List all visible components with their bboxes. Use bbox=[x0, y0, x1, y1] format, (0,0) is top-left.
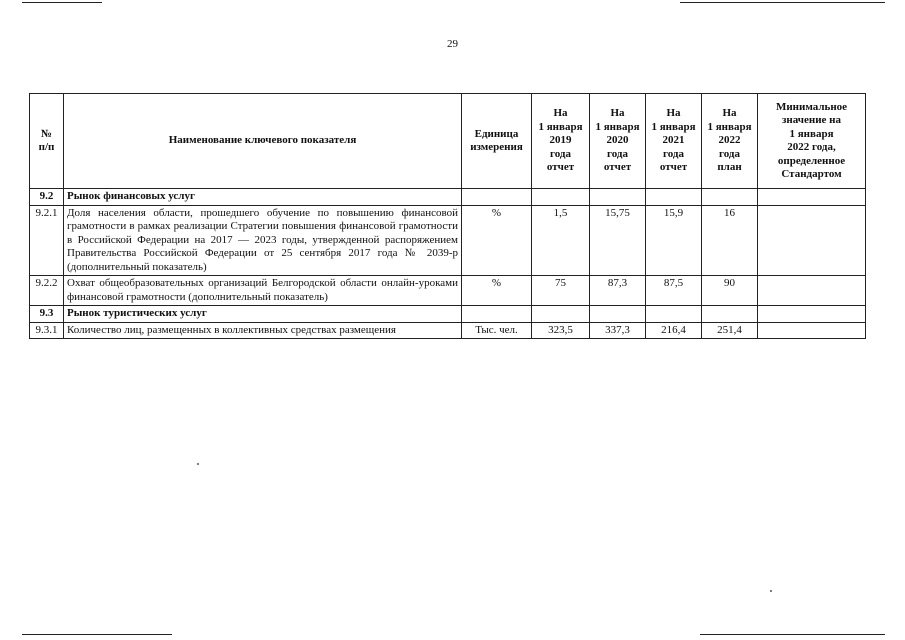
value-2021: 15,9 bbox=[646, 205, 702, 276]
unit-cell: % bbox=[462, 205, 532, 276]
header-unit: Единица измерения bbox=[462, 94, 532, 189]
value-2019: 323,5 bbox=[532, 322, 590, 339]
table-row bbox=[30, 276, 866, 306]
value-2019: 1,5 bbox=[532, 205, 590, 276]
header-2021: На 1 января 2021 года отчет bbox=[646, 94, 702, 189]
header-2022: На 1 января 2022 года план bbox=[702, 94, 758, 189]
value-2019: 75 bbox=[532, 276, 590, 306]
header-2019: На 1 января 2019 года отчет bbox=[532, 94, 590, 189]
indicator-name: Охват общеобразовательных организаций Белгородской области онлайн-уроками финансовой грамотности (дополнительный показатель) bbox=[64, 276, 462, 306]
indicators-table bbox=[29, 93, 866, 339]
scan-speck bbox=[770, 590, 772, 592]
scan-speck bbox=[197, 463, 199, 465]
table-header-row bbox=[30, 94, 866, 189]
scan-edge-bottom-right bbox=[700, 634, 885, 635]
row-number: 9.3 bbox=[30, 306, 64, 323]
section-row bbox=[30, 189, 866, 206]
indicator-name: Количество лиц, размещенных в коллективных средствах размещения bbox=[64, 322, 462, 339]
row-number: 9.2 bbox=[30, 189, 64, 206]
table-row bbox=[30, 322, 866, 339]
header-minimum-value: Минимальное значение на 1 января 2022 года, определенное Стандартом bbox=[758, 94, 866, 189]
minimum-value bbox=[758, 205, 866, 276]
value-2020: 87,3 bbox=[590, 276, 646, 306]
section-title: Рынок финансовых услуг bbox=[64, 189, 462, 206]
row-number: 9.2.2 bbox=[30, 276, 64, 306]
section-row bbox=[30, 306, 866, 323]
minimum-value bbox=[758, 322, 866, 339]
header-2020: На 1 января 2020 года отчет bbox=[590, 94, 646, 189]
table-row bbox=[30, 205, 866, 276]
value-2022: 90 bbox=[702, 276, 758, 306]
header-indicator-name: Наименование ключевого показателя bbox=[64, 94, 462, 189]
unit-cell: % bbox=[462, 276, 532, 306]
minimum-value bbox=[758, 276, 866, 306]
value-2021: 87,5 bbox=[646, 276, 702, 306]
row-number: 9.3.1 bbox=[30, 322, 64, 339]
value-2021: 216,4 bbox=[646, 322, 702, 339]
scan-edge-top-left bbox=[22, 2, 102, 3]
value-2022: 16 bbox=[702, 205, 758, 276]
unit-cell: Тыс. чел. bbox=[462, 322, 532, 339]
row-number: 9.2.1 bbox=[30, 205, 64, 276]
section-title: Рынок туристических услуг bbox=[64, 306, 462, 323]
value-2022: 251,4 bbox=[702, 322, 758, 339]
indicator-name: Доля населения области, прошедшего обучение по повышению финансовой грамотности в рамках реализации Стратегии повышения финансовой грамотности в Российской Федерации на 2017 — 2023 годы, утвержденной распоряжением Правительства Российской Федерации от 25 сентября 2017 года № 2039-р (дополнительный показатель) bbox=[64, 205, 462, 276]
value-2020: 15,75 bbox=[590, 205, 646, 276]
header-number: № п/п bbox=[30, 94, 64, 189]
scan-edge-bottom-left bbox=[22, 634, 172, 635]
page-number: 29 bbox=[447, 38, 458, 50]
scan-edge-top-right bbox=[680, 2, 885, 3]
value-2020: 337,3 bbox=[590, 322, 646, 339]
